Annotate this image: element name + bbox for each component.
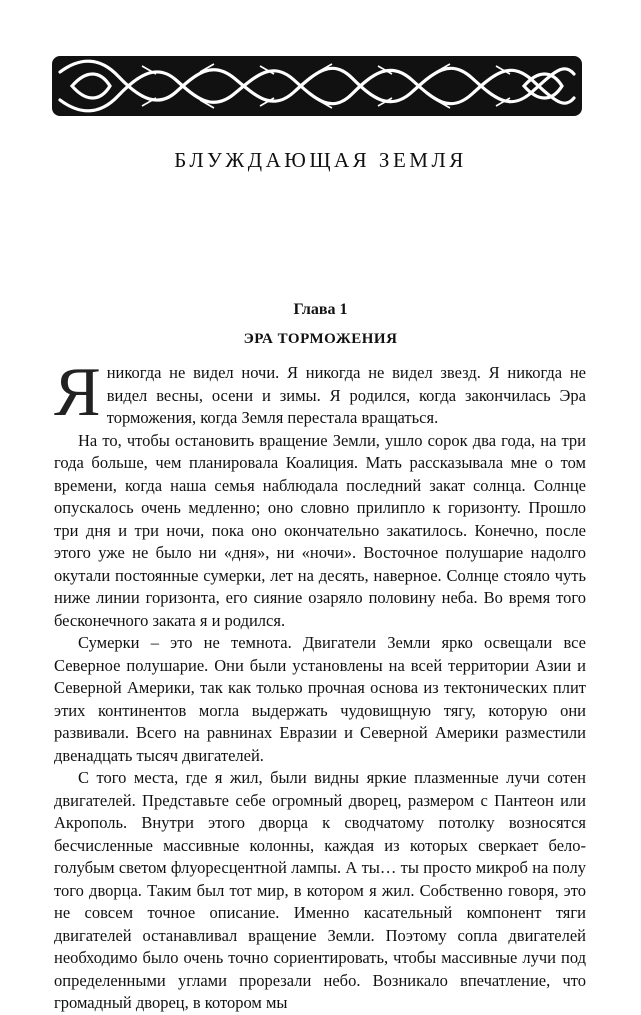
book-title: БЛУЖДАЮЩАЯ ЗЕМЛЯ [174, 148, 467, 172]
paragraph: С того места, где я жил, были видны яркие плазменные лучи сотен двигателей. Представьте себе огромный дворец, размером с Пантеон или Акрополь. Внутри этого дворца к сводчатому потолку возносятся бесчисленные массивные колонны, каждая из которых сверкает бело-голубым светом флуоресцентной лампы. А ты… ты просто микроб на полу того дворца. Таким был тот мир, в котором я жил. Собственно говоря, это не совсем точное описание. Именно касательный компонент тяги двигателей останавливал вращение Земли. Поэтому сопла двигателей необходимо было очень точно сориентировать, чтобы массивные лучи под определенными углами прорезали небо. Возникало впечатление, что громадный дворец, в котором мы [54, 768, 586, 1012]
chapter-body [54, 354, 586, 1015]
drop-cap: Я [54, 354, 101, 431]
paragraph: На то, чтобы остановить вращение Земли, ушло сорок два года, на три года больше, чем планировала Коалиция. Мать рассказывала мне о том времени, когда наша семья наблюдала последний закат солнца. Солнце опускалось очень медленно; оно словно прилипло к горизонту. Прошло три дня и три ночи, пока оно окончательно закатилось. Конечно, после этого уже не было ни «дня», ни «ночи». Восточное полушарие надолго окутали постоянные сумерки, лет на десять, наверное. Солнце стояло чуть ниже линии горизонта, его сияние озаряло половину неба. Во время того бесконечного заката я и родился. [54, 430, 586, 630]
paragraph [54, 354, 586, 431]
chapter-number: Глава 1 [293, 301, 348, 318]
paragraph: Сумерки – это не темнота. Двигатели Земли ярко освещали все Северное полушарие. Они были установлены на всей территории Азии и Северной Америки, так как только прочная основа из тектонических плит этих континентов могла выдержать чудовищную тягу, которую они развивали. Всего на равнинах Евразии и Северной Америки разместили двенадцать тысяч двигателей. [54, 633, 586, 765]
celtic-knot-ornament [52, 52, 582, 120]
paragraph-text: никогда не видел ночи. Я никогда не видел звезд. Я никогда не видел весны, осени и зимы. Я родился, когда закончилась Эра торможения, когда Земля перестала вращаться. [106, 363, 586, 427]
chapter-title: ЭРА ТОРМОЖЕНИЯ [243, 331, 398, 347]
